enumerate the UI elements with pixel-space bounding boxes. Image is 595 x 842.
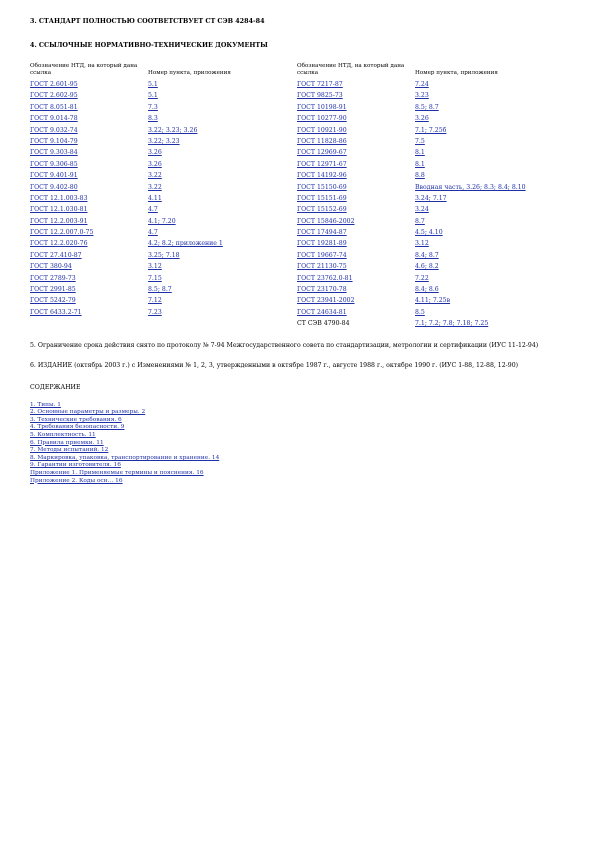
clause-link[interactable]: 4.7 — [148, 206, 158, 214]
reference-row — [30, 227, 297, 238]
toc-link[interactable]: 2. Основные параметры и размеры. 2 — [30, 409, 146, 416]
standard-link[interactable]: ГОСТ 9.032-74 — [30, 126, 78, 134]
standard-link[interactable]: ГОСТ 9825-73 — [297, 92, 343, 100]
standard-link[interactable]: ГОСТ 15151-69 — [297, 194, 347, 202]
reference-row — [297, 261, 564, 272]
clause-link[interactable]: 4.1; 7.20 — [148, 217, 176, 225]
clause-link[interactable]: 3.26 — [415, 115, 429, 123]
standard-link[interactable]: ГОСТ 17494-87 — [297, 229, 347, 237]
standard-link[interactable]: ГОСТ 7217-87 — [297, 81, 343, 88]
standard-link[interactable]: ГОСТ 10198-91 — [297, 103, 347, 111]
reference-row — [30, 170, 297, 181]
clause-link[interactable]: 7.22 — [415, 274, 429, 282]
header-item: Номер пункта, приложения — [415, 70, 498, 76]
clause-link[interactable]: Вводная часть, 3.26; 8.3; 8.4; 8.10 — [415, 183, 526, 191]
toc-title: СОДЕРЖАНИЕ — [30, 383, 81, 391]
clause-link[interactable]: 4.2; 8.2; приложение 1 — [148, 240, 223, 248]
standard-link[interactable]: ГОСТ 23170-78 — [297, 286, 347, 294]
toc-link[interactable]: 1. Типы. 1 — [30, 401, 61, 408]
reference-row — [297, 284, 564, 295]
clause-link[interactable]: 7.1; 7.25б — [415, 126, 447, 134]
standard-link[interactable]: ГОСТ 15150-69 — [297, 183, 347, 191]
reference-row — [297, 204, 564, 215]
column-header — [297, 55, 564, 79]
standard-link[interactable]: ГОСТ 19667-74 — [297, 251, 347, 259]
clause-link[interactable]: 4.11; 7.25в — [415, 297, 451, 305]
standard-link[interactable]: ГОСТ 9.303-84 — [30, 149, 78, 157]
toc-link[interactable]: Приложение 2. Коды осн… 16 — [30, 477, 123, 484]
section-4-heading: 4. ССЫЛОЧНЫЕ НОРМАТИВНО-ТЕХНИЧЕСКИЕ ДОКУМЕНТЫ — [30, 41, 268, 49]
reference-row — [297, 318, 564, 329]
standard-link[interactable]: ГОСТ 12.2.003-91 — [30, 217, 88, 225]
clause-link[interactable]: 7.3 — [148, 103, 158, 111]
standard-link[interactable]: ГОСТ 9.401-91 — [30, 172, 78, 180]
standard-link[interactable]: ГОСТ 2.602-95 — [30, 92, 78, 100]
clause-link[interactable]: 7.5 — [415, 137, 425, 145]
standard-link: СТ СЭВ 4790-84 — [297, 320, 350, 328]
standard-link[interactable]: ГОСТ 2789-73 — [30, 274, 76, 282]
reference-row — [30, 261, 297, 272]
table-of-contents — [30, 402, 565, 486]
clause-link[interactable]: 7.15 — [148, 274, 162, 282]
standard-link[interactable]: ГОСТ 15152-69 — [297, 206, 347, 214]
standard-link[interactable]: ГОСТ 12.1.003-83 — [30, 194, 88, 202]
standard-link[interactable]: ГОСТ 9.104-79 — [30, 137, 78, 145]
standard-link[interactable]: ГОСТ 12.2.007.0-75 — [30, 229, 94, 237]
clause-link[interactable]: 3.12 — [415, 240, 429, 248]
reference-row — [297, 136, 564, 147]
reference-row — [297, 90, 564, 101]
reference-row — [30, 273, 297, 284]
clause-link[interactable]: 5.1 — [148, 81, 158, 88]
reference-row — [297, 125, 564, 136]
header-doc: Обозначение НТД, на который дана ссылка — [297, 63, 405, 76]
reference-row — [297, 307, 564, 318]
standard-link[interactable]: ГОСТ 10921-90 — [297, 126, 347, 134]
clause-link[interactable]: 7.24 — [415, 81, 429, 88]
clause-link[interactable]: 3.22 — [148, 172, 162, 180]
reference-row — [297, 216, 564, 227]
standard-link[interactable]: ГОСТ 24634-81 — [297, 308, 347, 316]
clause-link[interactable]: 4.5; 4.10 — [415, 229, 443, 237]
note-5: 5. Ограничение срока действия снято по протоколу № 7-94 Межгосударственного совета по стандартизации, метрологии и сертификации (ИУС 11-12-94) — [30, 341, 539, 349]
reference-row — [297, 113, 564, 124]
standard-link[interactable]: ГОСТ 11828-86 — [297, 137, 347, 145]
standard-link[interactable]: ГОСТ 380-94 — [30, 263, 72, 271]
standard-link[interactable]: ГОСТ 23941-2002 — [297, 297, 355, 305]
reference-row — [30, 284, 297, 295]
standard-link[interactable]: ГОСТ 6433.2-71 — [30, 308, 82, 316]
reference-row — [297, 227, 564, 238]
toc-link[interactable]: 4. Требования безопасности. 9 — [30, 424, 125, 431]
standard-link[interactable]: ГОСТ 14192-96 — [297, 172, 347, 180]
clause-link[interactable]: 8.8 — [415, 172, 425, 180]
clause-link[interactable]: 4.7 — [148, 229, 158, 237]
standard-link[interactable]: ГОСТ 2991-85 — [30, 286, 76, 294]
toc-link[interactable]: 3. Технические требования. 6 — [30, 416, 122, 423]
standard-link[interactable]: ГОСТ 5242-79 — [30, 297, 76, 305]
reference-row — [297, 238, 564, 249]
reference-row — [297, 170, 564, 181]
reference-row — [30, 295, 297, 306]
reference-row — [30, 113, 297, 124]
standard-link[interactable]: ГОСТ 2.601-95 — [30, 81, 78, 88]
clause-link[interactable]: 5.1 — [148, 92, 158, 100]
standard-link[interactable]: ГОСТ 23762.0-81 — [297, 274, 353, 282]
reference-row — [30, 125, 297, 136]
toc-link[interactable]: Приложение 1. Применяемые термины и пояснения. 16 — [30, 469, 204, 476]
clause-link[interactable]: 3.22; 3.23; 3.26 — [148, 126, 198, 134]
standard-link[interactable]: ГОСТ 9.402-80 — [30, 183, 78, 191]
reference-row — [297, 159, 564, 170]
clause-link[interactable]: 8.7 — [415, 217, 425, 225]
standard-link[interactable]: ГОСТ 8.051-81 — [30, 103, 78, 111]
reference-row — [297, 250, 564, 261]
header-item: Номер пункта, приложения — [148, 70, 231, 76]
clause-link[interactable]: 3.25; 7.18 — [148, 251, 180, 259]
clause-link[interactable]: 3.23 — [415, 92, 429, 100]
clause-link[interactable]: 8.5 — [415, 308, 425, 316]
standard-link[interactable]: ГОСТ 10277-90 — [297, 115, 347, 123]
standard-link[interactable]: ГОСТ 15846-2002 — [297, 217, 355, 225]
reference-column-right — [297, 55, 564, 330]
reference-row — [30, 159, 297, 170]
clause-link[interactable]: 4.6; 8.2 — [415, 263, 439, 271]
reference-row — [30, 238, 297, 249]
column-header — [30, 55, 297, 79]
reference-row — [30, 79, 297, 90]
clause-link[interactable]: 3.24; 7.17 — [415, 194, 447, 202]
reference-row — [30, 193, 297, 204]
clause-link[interactable]: 3.22 — [148, 183, 162, 191]
clause-link[interactable]: 8.5; 8.7 — [415, 103, 439, 111]
reference-row — [30, 307, 297, 318]
reference-row — [297, 147, 564, 158]
standard-link[interactable]: ГОСТ 12971-67 — [297, 160, 347, 168]
standard-link[interactable]: ГОСТ 12969-67 — [297, 149, 347, 157]
toc-link[interactable]: 9. Гарантии изготовителя. 16 — [30, 462, 121, 469]
toc-link[interactable]: 5. Комплектность. 11 — [30, 431, 96, 438]
toc-link[interactable]: 6. Правила приемки. 11 — [30, 439, 104, 446]
reference-row — [297, 193, 564, 204]
clause-link[interactable]: 3.12 — [148, 263, 162, 271]
reference-row — [30, 90, 297, 101]
reference-table — [30, 55, 565, 330]
note-6: 6. ИЗДАНИЕ (октябрь 2003 г.) с Изменениями № 1, 2, 3, утвержденными в октябре 1987 г., августе 1988 г., октябре 1990 г. (ИУС 1-88, 12-88, 12-90) — [30, 361, 519, 369]
reference-row — [297, 182, 564, 193]
clause-link[interactable]: 8.1 — [415, 149, 425, 157]
reference-row — [297, 295, 564, 306]
clause-link[interactable]: 3.22; 3.23 — [148, 137, 180, 145]
reference-row — [297, 79, 564, 90]
standard-link[interactable]: ГОСТ 27.410-87 — [30, 251, 82, 259]
standard-link[interactable]: ГОСТ 9.306-85 — [30, 160, 78, 168]
reference-row — [30, 250, 297, 261]
standard-link[interactable]: ГОСТ 19281-89 — [297, 240, 347, 248]
toc-link[interactable]: 7. Методы испытаний. 12 — [30, 447, 109, 454]
clause-link[interactable]: 8.4; 8.6 — [415, 286, 439, 294]
clause-link[interactable]: 8.1 — [415, 160, 425, 168]
reference-row — [30, 147, 297, 158]
clause-link[interactable]: 8.3 — [148, 115, 158, 123]
reference-column-left — [30, 55, 297, 330]
clause-link[interactable]: 3.26 — [148, 149, 162, 157]
clause-link[interactable]: 7.1; 7.2; 7.8; 7.18; 7.25 — [415, 320, 489, 328]
clause-link[interactable]: 4.11 — [148, 194, 162, 202]
section-3-heading: 3. СТАНДАРТ ПОЛНОСТЬЮ СООТВЕТСТВУЕТ СТ СЭВ 4284-84 — [30, 17, 265, 25]
clause-link[interactable]: 7.12 — [148, 297, 162, 305]
reference-row — [297, 102, 564, 113]
reference-row — [30, 216, 297, 227]
clause-link[interactable]: 3.24 — [415, 206, 429, 214]
clause-link[interactable]: 7.23 — [148, 308, 162, 316]
standard-link[interactable]: ГОСТ 21130-75 — [297, 263, 347, 271]
reference-row — [30, 182, 297, 193]
reference-row — [30, 102, 297, 113]
reference-row — [30, 136, 297, 147]
reference-row — [297, 273, 564, 284]
standard-link[interactable]: ГОСТ 12.2.020-76 — [30, 240, 88, 248]
standard-link[interactable]: ГОСТ 9.014-78 — [30, 115, 78, 123]
clause-link[interactable]: 3.26 — [148, 160, 162, 168]
toc-link[interactable]: 8. Маркировка, упаковка, транспортирование и хранение. 14 — [30, 454, 220, 461]
clause-link[interactable]: 8.5; 8.7 — [148, 286, 172, 294]
standard-link[interactable]: ГОСТ 12.1.030-81 — [30, 206, 88, 214]
header-doc: Обозначение НТД, на который дана ссылка — [30, 63, 138, 76]
clause-link[interactable]: 8.4; 8.7 — [415, 251, 439, 259]
reference-row — [30, 204, 297, 215]
